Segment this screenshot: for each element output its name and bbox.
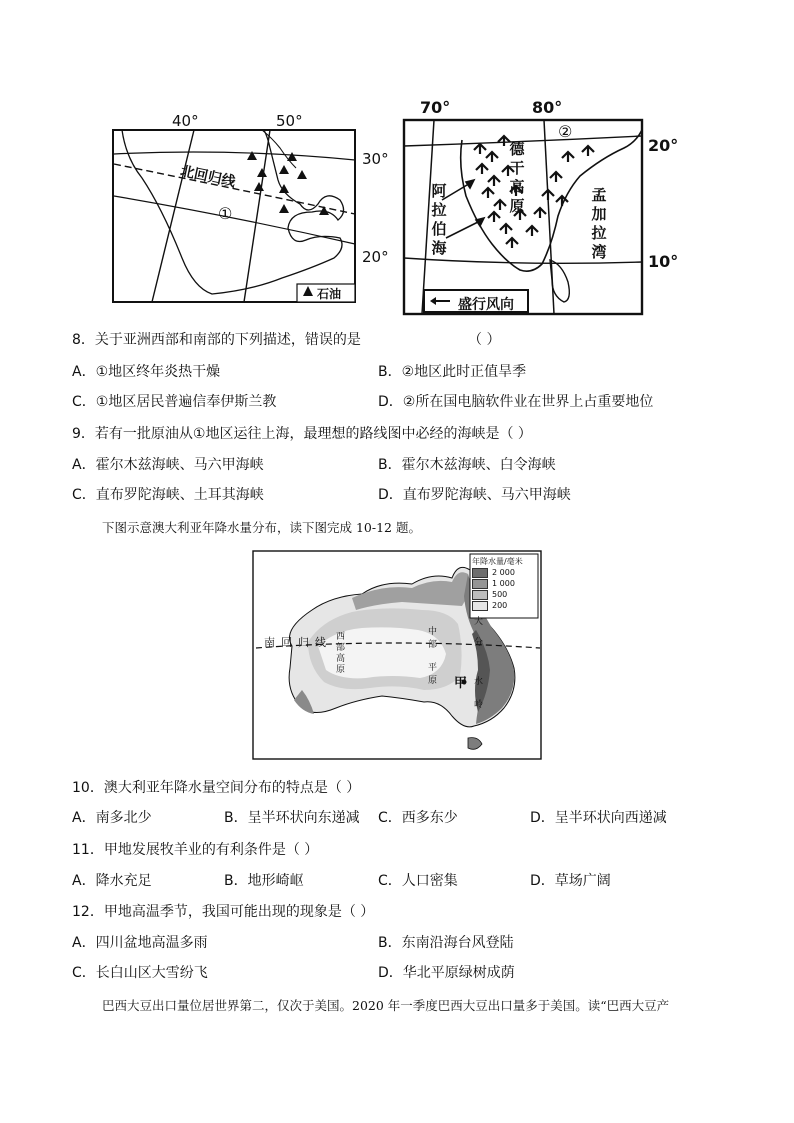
legend-swatch-500 bbox=[472, 590, 488, 600]
bay-char: 湾 bbox=[591, 243, 607, 261]
question-10-stem: 10．澳大利亚年降水量空间分布的特点是（ ） bbox=[72, 780, 361, 796]
map2-lat-10: 10° bbox=[648, 252, 679, 271]
q12-option-c[interactable]: C．长白山区大雪纷飞 bbox=[72, 965, 208, 981]
tropic-of-cancer-label: 北回归线 bbox=[178, 163, 237, 191]
tropic-char: 回 bbox=[281, 636, 294, 649]
sea-char: 拉 bbox=[431, 201, 447, 219]
range-char: 分 bbox=[474, 638, 484, 648]
map-west-asia bbox=[112, 108, 389, 304]
range-char: 岭 bbox=[474, 700, 484, 710]
plain-char: 平 bbox=[428, 663, 438, 673]
plateau-char: 高 bbox=[509, 178, 525, 196]
plain-char: 部 bbox=[428, 640, 438, 650]
question-8-bracket: （ ） bbox=[468, 332, 501, 348]
legend-title: 年降水量/毫米 bbox=[472, 557, 523, 566]
q10-option-b[interactable]: B．呈半环状向东递减 bbox=[224, 810, 360, 826]
legend-row bbox=[472, 578, 536, 589]
intro-brazil: 巴西大豆出口量位居世界第二，仅次于美国。2020 年一季度巴西大豆出口量多于美国。读“巴西大豆产 bbox=[102, 998, 670, 1013]
prevailing-wind-label: 盛行风向 bbox=[458, 297, 514, 313]
sea-char: 海 bbox=[431, 239, 447, 257]
bay-of-bengal-label bbox=[590, 186, 608, 262]
q9-option-b[interactable]: B．霍尔木兹海峡、白令海峡 bbox=[378, 457, 556, 473]
legend-swatch-200 bbox=[472, 601, 488, 611]
q8-option-a[interactable]: A．①地区终年炎热干燥 bbox=[72, 364, 221, 380]
map-australia bbox=[252, 550, 542, 760]
tropic-char: 南 bbox=[264, 636, 277, 649]
map2-lon-80: 80° bbox=[532, 98, 563, 117]
q10-option-c[interactable]: C．西多东少 bbox=[378, 810, 458, 826]
deccan-plateau-label bbox=[508, 140, 526, 216]
range-char: 水 bbox=[474, 677, 484, 687]
question-11-stem: 11．甲地发展牧羊业的有利条件是（ ） bbox=[72, 842, 319, 858]
q12-option-d[interactable]: D．华北平原绿树成荫 bbox=[378, 965, 515, 981]
map-south-asia bbox=[402, 96, 692, 316]
q10-option-d[interactable]: D．呈半环状向西递减 bbox=[530, 810, 667, 826]
map1-lon-40: 40° bbox=[172, 112, 199, 130]
map1-lon-50: 50° bbox=[276, 112, 303, 130]
legend-row bbox=[472, 589, 536, 600]
western-plateau-label bbox=[336, 632, 348, 676]
sea-char: 伯 bbox=[431, 220, 447, 238]
question-9-stem: 9．若有一批原油从①地区运往上海，最理想的路线图中必经的海峡是（ ） bbox=[72, 426, 532, 442]
q10-option-a[interactable]: A．南多北少 bbox=[72, 810, 152, 826]
map-west-asia-drawing bbox=[112, 108, 362, 304]
map2-lat-20: 20° bbox=[648, 136, 679, 155]
plateau-char: 原 bbox=[336, 665, 346, 675]
range-char: 大 bbox=[474, 617, 484, 627]
q9-option-a[interactable]: A．霍尔木兹海峡、马六甲海峡 bbox=[72, 457, 264, 473]
point-jia-label: 甲 bbox=[454, 676, 468, 691]
rainfall-legend bbox=[472, 556, 536, 611]
intro-australia: 下图示意澳大利亚年降水量分布，读下图完成 10-12 题。 bbox=[102, 520, 421, 535]
map1-lat-30: 30° bbox=[362, 150, 389, 168]
q11-option-a[interactable]: A．降水充足 bbox=[72, 873, 152, 889]
plateau-char: 干 bbox=[509, 159, 525, 177]
region-1-marker: ① bbox=[218, 204, 233, 223]
tropic-of-capricorn-label bbox=[264, 634, 328, 650]
question-12-stem: 12．甲地高温季节，我国可能出现的现象是（ ） bbox=[72, 904, 375, 920]
q11-option-d[interactable]: D．草场广阔 bbox=[530, 873, 611, 889]
plateau-char: 西 bbox=[336, 632, 346, 642]
map2-lon-70: 70° bbox=[420, 98, 451, 117]
central-plain-label bbox=[428, 626, 440, 688]
legend-oil-label: 石油 bbox=[317, 287, 342, 301]
q8-option-b[interactable]: B．②地区此时正值旱季 bbox=[378, 364, 527, 380]
region-2-marker: ② bbox=[558, 122, 573, 141]
legend-swatch-1000 bbox=[472, 579, 488, 589]
legend-row bbox=[472, 567, 536, 578]
arabian-sea-label bbox=[430, 182, 448, 258]
plateau-char: 高 bbox=[336, 654, 346, 664]
bay-char: 拉 bbox=[591, 224, 607, 242]
tropic-char: 线 bbox=[315, 636, 328, 649]
plateau-char: 部 bbox=[336, 643, 346, 653]
sea-char: 阿 bbox=[431, 182, 447, 200]
tropic-char: 归 bbox=[298, 636, 311, 649]
legend-value: 200 bbox=[492, 601, 508, 610]
legend-row bbox=[472, 600, 536, 611]
q12-option-a[interactable]: A．四川盆地高温多雨 bbox=[72, 935, 208, 951]
legend-value: 1 000 bbox=[492, 579, 515, 588]
bay-char: 加 bbox=[591, 205, 607, 223]
q11-option-b[interactable]: B．地形崎岖 bbox=[224, 873, 304, 889]
legend-swatch-2000 bbox=[472, 568, 488, 578]
question-8-stem bbox=[72, 330, 361, 350]
q11-option-c[interactable]: C．人口密集 bbox=[378, 873, 458, 889]
q8-option-c[interactable]: C．①地区居民普遍信奉伊斯兰教 bbox=[72, 394, 277, 410]
q8-option-d[interactable]: D．②所在国电脑软件业在世界上占重要地位 bbox=[378, 394, 654, 410]
q9-option-c[interactable]: C．直布罗陀海峡、土耳其海峡 bbox=[72, 487, 264, 503]
plateau-char: 原 bbox=[509, 197, 525, 215]
great-dividing-range-label bbox=[474, 616, 486, 712]
plain-char: 中 bbox=[428, 627, 438, 637]
plain-char: 原 bbox=[428, 676, 438, 686]
legend-value: 500 bbox=[492, 590, 508, 599]
legend-value: 2 000 bbox=[492, 568, 515, 577]
q12-option-b[interactable]: B．东南沿海台风登陆 bbox=[378, 935, 514, 951]
bay-char: 孟 bbox=[591, 186, 607, 204]
plateau-char: 德 bbox=[509, 140, 525, 158]
map1-lat-20: 20° bbox=[362, 248, 389, 266]
question-8-text: 8．关于亚洲西部和南部的下列描述，错误的是 bbox=[72, 332, 361, 348]
q9-option-d[interactable]: D．直布罗陀海峡、马六甲海峡 bbox=[378, 487, 571, 503]
